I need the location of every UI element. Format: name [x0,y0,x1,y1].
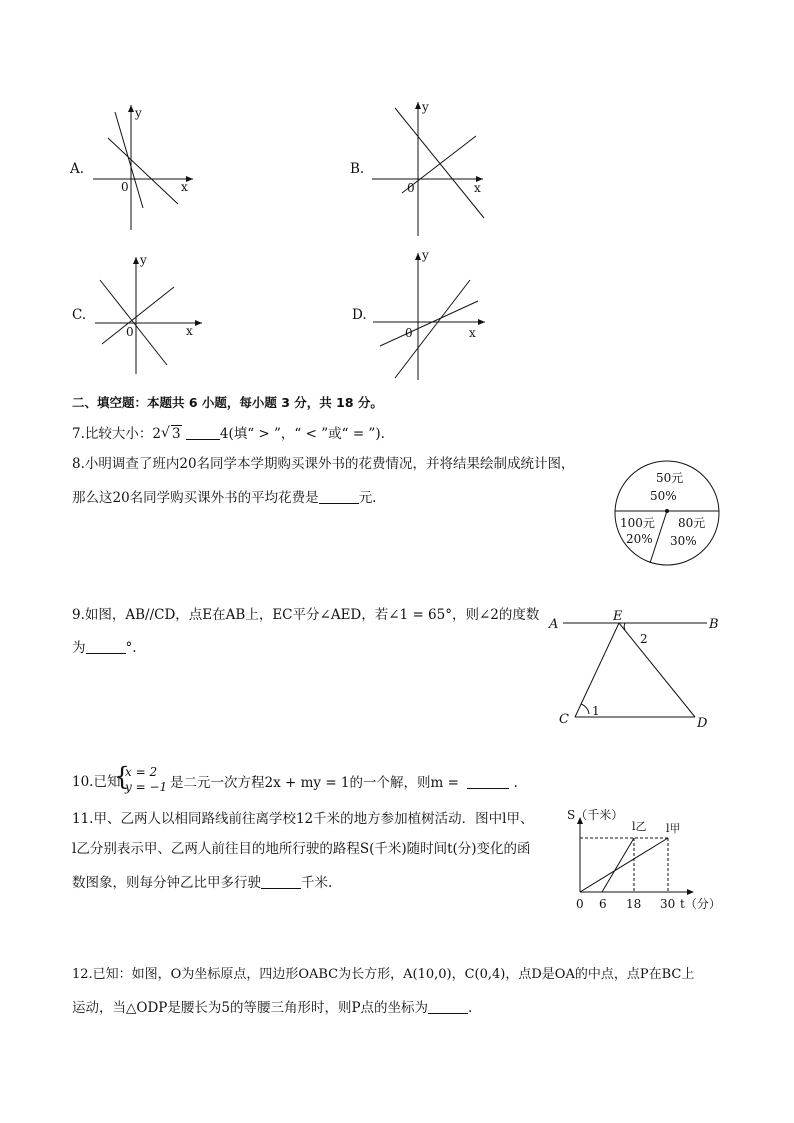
q11-line3-pre: 数图象，则每分钟乙比甲多行驶 [72,875,261,891]
q7-suffix: 4(填“ > ”，“ < ”或“ = ”). [219,426,385,442]
point-b-label: B [709,617,719,632]
y-axis-label: y [135,106,142,120]
q9-figure [545,608,725,733]
graph-b [368,96,488,241]
q11-answer-blank[interactable] [261,876,301,889]
q11-line3 [72,876,332,891]
q10-eq1: x = 2 [125,765,158,779]
q11-line2: l乙分别表示甲、乙两人前往目的地所行驶的路程S(千米)随时间t(分)变化的函 [72,841,531,857]
pie-chart [608,456,726,570]
angle-1-label: 1 [592,704,600,718]
y-axis-label: y [422,100,429,114]
q7-prefix: 7.比较大小：2 [72,426,161,442]
q11-line1: 11.甲、乙两人以相同路线前往离学校12千米的地方参加植树活动．图中l甲、 [72,811,534,827]
q11-line3-post: 千米. [301,875,333,891]
graph-d [370,246,490,384]
s-axis-label: S（千米） [567,808,624,822]
y-axis-label: y [422,248,429,262]
q10-prefix: 10.已知 [72,774,121,790]
point-c-label: C [559,712,569,727]
tick-18: 18 [626,897,642,911]
graph-a [88,100,198,235]
q9-line2-post: °. [125,640,137,656]
l-yi-label: l乙 [632,820,647,833]
brace-symbol: { [114,762,130,791]
tick-6: 6 [599,897,607,911]
q10-suffix: . [513,775,518,791]
l-jia-label: l甲 [666,822,681,835]
sqrt-radicand: 3 [171,426,181,442]
origin-label: 0 [121,180,129,194]
q9-line1: 9.如图，AB//CD，点E在AB上，EC平分∠AED，若∠1 = 65°，则∠2的度数 [72,607,540,623]
question-7 [72,427,385,442]
q10-answer-blank[interactable] [467,776,509,789]
option-c-label: C. [72,307,87,323]
x-axis-label: x [469,326,476,340]
graph-c [92,252,207,377]
tick-30: 30 [660,897,676,911]
q8-line1: 8.小明调查了班内20名同学本学期购买课外书的花费情况，并将结果绘制成统计图， [72,456,575,472]
pie-slice1-value: 50元 [656,471,684,485]
pie-slice1-pct: 50% [650,489,677,503]
pie-slice3-pct: 30% [670,534,697,548]
q8-line2 [72,491,376,506]
q8-line2-pre: 那么这20名同学购买课外书的平均花费是 [72,490,319,506]
q12-line2-post: . [468,1000,473,1016]
q8-line2-post: 元. [358,490,377,506]
option-d-label: D. [352,307,367,323]
x-axis-label: x [186,324,193,338]
q8-answer-blank[interactable] [319,491,359,504]
distance-time-graph [562,805,727,915]
sqrt-symbol: √ 3 [160,425,181,442]
origin-label: 0 [126,325,134,339]
option-b-label: B. [350,161,365,177]
q9-line2-pre: 为 [72,640,86,656]
pie-slice3-value: 80元 [678,516,706,530]
q12-line2-pre: 运动，当△ODP是腰长为5的等腰三角形时，则P点的坐标为 [72,1000,429,1016]
q9-answer-blank[interactable] [86,641,126,654]
x-axis-label: x [474,181,481,195]
angle-2-label: 2 [640,632,648,646]
option-a-label: A. [70,161,85,177]
tick-0: 0 [576,897,584,911]
pie-slice2-value: 100元 [620,516,655,530]
q9-line2 [72,641,137,656]
point-a-label: A [549,617,559,632]
t-axis-label: t（分） [680,897,721,911]
pie-slice2-pct: 20% [626,532,653,546]
q10-middle: 是二元一次方程2x + my = 1的一个解，则m = [170,775,459,791]
q12-line1: 12.已知：如图，O为坐标原点，四边形OABC为长方形，A(10,0)，C(0,4)，点D是OA的中点，点P在BC上 [72,967,695,982]
origin-label: 0 [407,181,415,195]
section-header: 二、填空题：本题共 6 小题，每小题 3 分，共 18 分。 [72,395,383,410]
point-d-label: D [697,716,708,731]
point-e-label: E [613,609,623,624]
q12-answer-blank[interactable] [428,1001,468,1014]
q10-eq2: y = −1 [125,780,168,794]
q10-line [170,776,518,791]
x-axis-label: x [181,180,188,194]
origin-label: 0 [405,326,413,340]
q12-line2 [72,1001,472,1016]
q7-answer-blank[interactable] [186,427,220,440]
y-axis-label: y [140,253,147,267]
